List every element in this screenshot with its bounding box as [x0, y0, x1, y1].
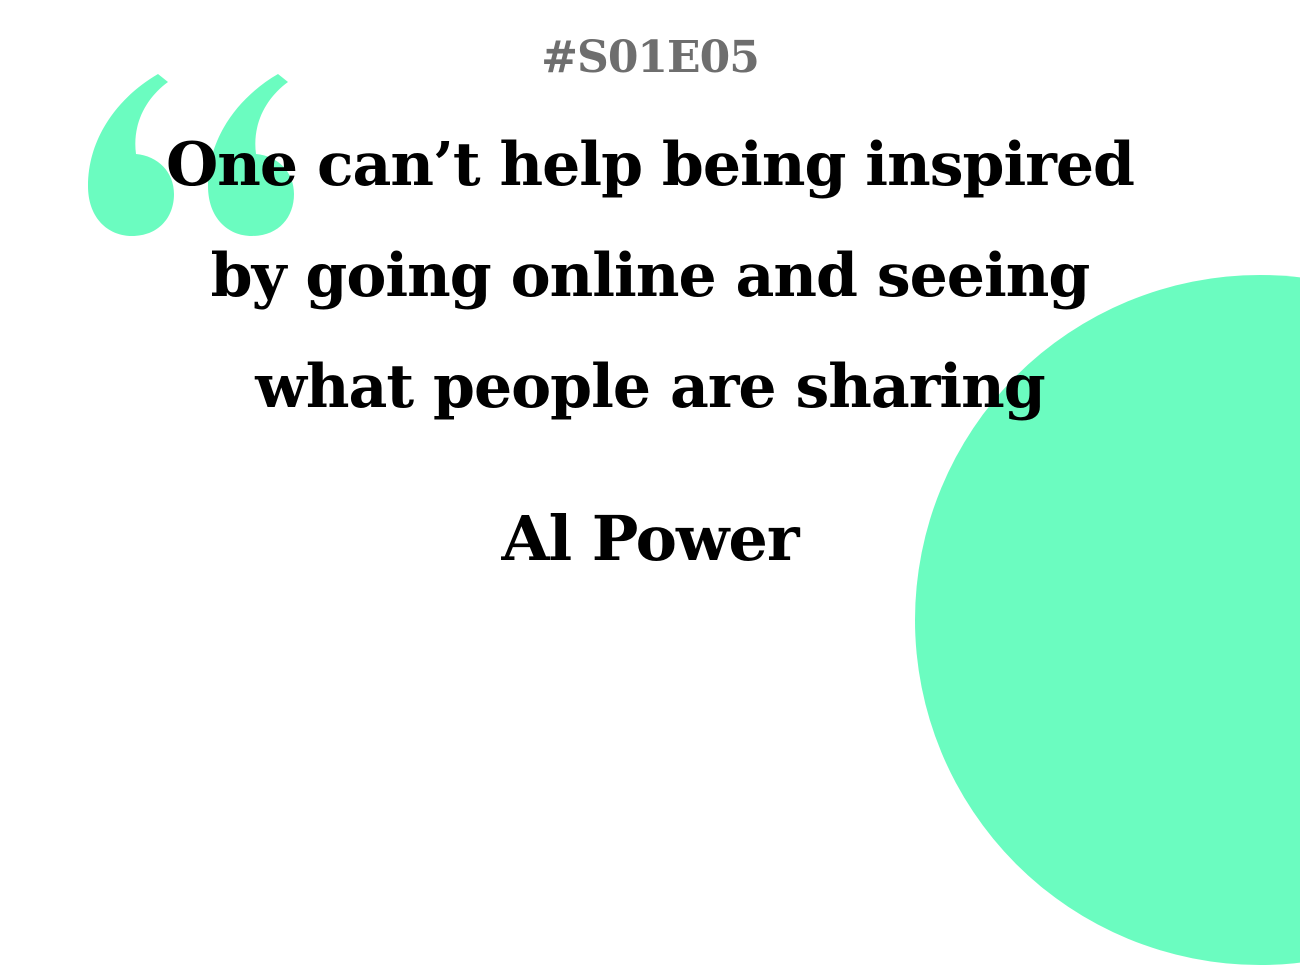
- episode-tag: #S01E05: [541, 32, 759, 83]
- author-name: Al Power: [501, 502, 799, 575]
- quote-text: One can’t help being inspired by going online and seeing what people are sharing: [166, 130, 1134, 422]
